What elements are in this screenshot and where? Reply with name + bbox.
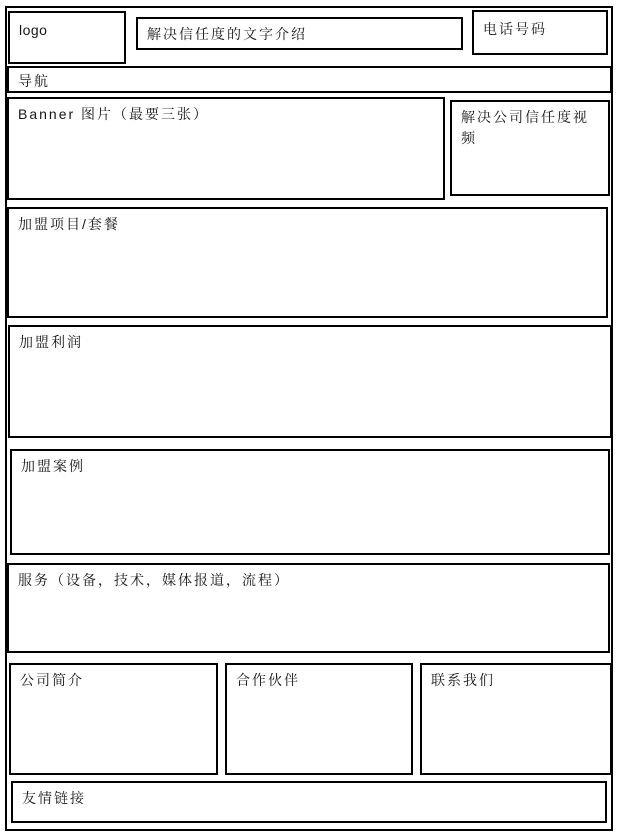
nav-bar bbox=[7, 66, 612, 93]
section-franchise-cases-label: 加盟案例 bbox=[21, 458, 85, 474]
trust-video-box bbox=[450, 100, 610, 196]
friend-links-label: 友情链接 bbox=[22, 790, 86, 806]
phone-number-box bbox=[472, 10, 608, 55]
trust-intro-label: 解决信任度的文字介绍 bbox=[147, 26, 307, 42]
logo-label: logo bbox=[19, 22, 48, 38]
section-services bbox=[7, 563, 610, 653]
logo-box bbox=[8, 11, 126, 64]
nav-label: 导航 bbox=[18, 73, 50, 89]
contact-us-label: 联系我们 bbox=[431, 672, 495, 688]
banner-images-label: Banner 图片（最要三张） bbox=[18, 106, 210, 122]
section-franchise-profit-label: 加盟利润 bbox=[19, 334, 83, 350]
phone-number-label: 电话号码 bbox=[483, 21, 547, 37]
partners-box bbox=[225, 663, 413, 775]
contact-us-box bbox=[420, 663, 612, 775]
section-franchise-cases bbox=[10, 449, 610, 555]
partners-label: 合作伙伴 bbox=[236, 672, 300, 688]
banner-images-box bbox=[7, 97, 445, 200]
friend-links-box bbox=[11, 781, 607, 823]
company-intro-box bbox=[9, 663, 218, 775]
section-franchise-projects bbox=[7, 207, 608, 318]
company-intro-label: 公司简介 bbox=[20, 672, 84, 688]
trust-video-label: 解决公司信任度视频 bbox=[461, 109, 589, 146]
section-franchise-projects-label: 加盟项目/套餐 bbox=[18, 216, 120, 232]
trust-intro-box bbox=[136, 17, 463, 50]
section-franchise-profit bbox=[8, 325, 612, 438]
section-services-label: 服务（设备，技术，媒体报道，流程） bbox=[18, 572, 290, 588]
